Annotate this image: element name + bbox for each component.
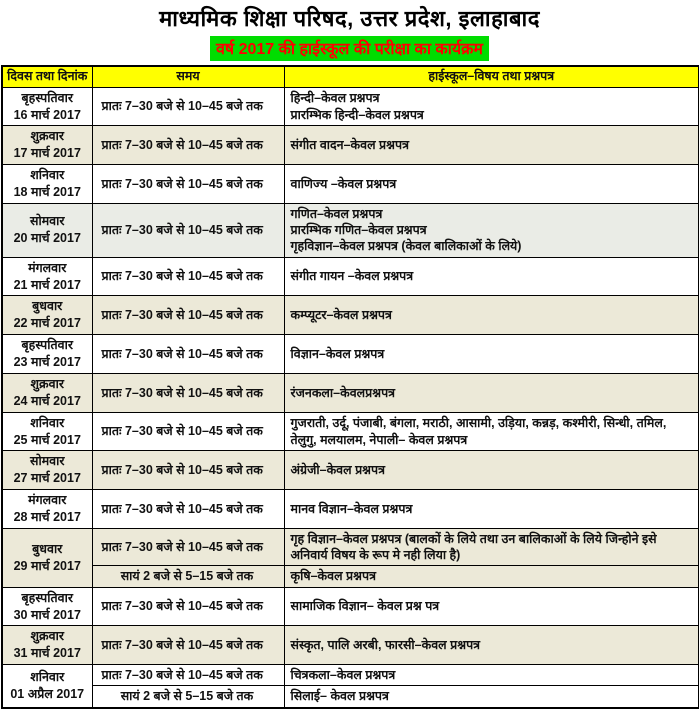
subject-line: गुजराती, उर्दू, पंजाबी, बंगला, मराठी, आसामी, उड़िया, कन्नड़, कश्मीरी, सिन्धी, तमिल, तेलुगु, मलयालम, नेपाली– केवल प्रश्नपत्र	[290, 416, 667, 447]
subject-line: सिलाई– केवल प्रश्नपत्र	[290, 689, 389, 704]
schedule-row	[2, 490, 699, 529]
schedule-body	[2, 87, 699, 708]
subject-cell	[284, 335, 699, 374]
day-date: 27 मार्च 2017	[13, 471, 81, 486]
day-date-cell	[2, 203, 92, 257]
time-cell: प्रातः 7–30 बजे से 10–45 बजे तक	[92, 335, 284, 374]
subject-cell	[284, 126, 699, 165]
subject-line: सामाजिक विज्ञान– केवल प्रश्न पत्र	[290, 599, 440, 614]
day-date-cell	[2, 528, 92, 587]
subject-line: गृहविज्ञान–केवल प्रश्नपत्र (केवल बालिकाओं के लिये)	[290, 239, 522, 254]
schedule-row	[2, 257, 699, 296]
day-date-cell	[2, 87, 92, 126]
subject-cell	[284, 257, 699, 296]
subject-cell	[284, 373, 699, 412]
day-date: 18 मार्च 2017	[13, 185, 81, 199]
day-date-cell	[2, 587, 92, 626]
day-date: 30 मार्च 2017	[13, 607, 81, 622]
time-cell: प्रातः 7–30 बजे से 10–45 बजे तक	[92, 373, 284, 412]
day-name: शुक्रवार	[30, 129, 64, 144]
column-header-day-date: दिवस तथा दिनांक	[2, 66, 92, 87]
day-date-cell	[2, 490, 92, 529]
schedule-row	[2, 587, 699, 626]
time-cell: प्रातः 7–30 बजे से 10–45 बजे तक	[92, 257, 284, 296]
subject-cell	[284, 490, 699, 529]
subtitle-row	[1, 36, 698, 61]
schedule-row	[2, 126, 699, 165]
schedule-row	[2, 203, 699, 257]
time-cell: प्रातः 7–30 बजे से 10–45 बजे तक	[92, 528, 284, 566]
time-cell: प्रातः 7–30 बजे से 10–45 बजे तक	[92, 412, 284, 451]
subject-line: संगीत वादन–केवल प्रश्नपत्र	[290, 138, 409, 153]
subject-line: गृह विज्ञान–केवल प्रश्नपत्र (बालकों के लिये तथा उन बालिकाओं के लिये जिन्होने इसे अनिवार्य विषय के रूप मे नही लिया है)	[290, 531, 657, 563]
day-name: शनिवार	[30, 415, 65, 430]
day-name: मंगलवार	[28, 493, 67, 508]
subject-cell	[284, 587, 699, 626]
day-name: बृहस्पतिवार	[21, 338, 73, 353]
subject-line: कम्प्यूटर–केवल प्रश्नपत्र	[290, 308, 392, 323]
schedule-row	[2, 412, 699, 451]
day-date: 16 मार्च 2017	[13, 107, 81, 122]
schedule-row	[2, 373, 699, 412]
subject-line: रंजनकला–केवलप्रश्नपत्र	[290, 385, 396, 400]
day-date: 24 मार्च 2017	[13, 393, 81, 408]
time-cell: सायं 2 बजे से 5–15 बजे तक	[92, 566, 284, 587]
day-date: 22 मार्च 2017	[13, 316, 81, 331]
subject-line: वाणिज्य –केवल प्रश्नपत्र	[290, 176, 397, 191]
schedule-row	[2, 296, 699, 335]
subject-cell	[284, 626, 699, 665]
subject-line: अंग्रेजी–केवल प्रश्नपत्र	[290, 463, 386, 478]
day-date-cell	[2, 335, 92, 374]
day-date: 21 मार्च 2017	[13, 277, 81, 292]
column-header-subject: हाईस्कूल–विषय तथा प्रश्नपत्र	[284, 66, 699, 87]
day-date: 28 मार्च 2017	[13, 510, 81, 524]
subject-cell	[284, 686, 699, 708]
time-cell: प्रातः 7–30 बजे से 10–45 बजे तक	[92, 203, 284, 257]
day-date-cell	[2, 296, 92, 335]
day-name: बुधवार	[32, 541, 63, 556]
subject-cell	[284, 203, 699, 257]
subject-cell	[284, 296, 699, 335]
time-cell: प्रातः 7–30 बजे से 10–45 बजे तक	[92, 587, 284, 626]
subject-cell	[284, 528, 699, 566]
table-header-row	[2, 66, 699, 87]
day-date: 23 मार्च 2017	[13, 355, 81, 369]
subject-cell	[284, 165, 699, 204]
day-date-cell	[2, 451, 92, 490]
time-cell: प्रातः 7–30 बजे से 10–45 बजे तक	[92, 126, 284, 165]
time-cell: प्रातः 7–30 बजे से 10–45 बजे तक	[92, 296, 284, 335]
schedule-row	[2, 665, 699, 686]
day-name: सोमवार	[30, 214, 65, 229]
subject-cell	[284, 566, 699, 587]
schedule-row	[2, 686, 699, 708]
time-cell: प्रातः 7–30 बजे से 10–45 बजे तक	[92, 451, 284, 490]
time-cell: प्रातः 7–30 बजे से 10–45 बजे तक	[92, 490, 284, 529]
subject-cell	[284, 412, 699, 451]
time-cell: प्रातः 7–30 बजे से 10–45 बजे तक	[92, 87, 284, 126]
subject-line: चित्रकला–केवल प्रश्नपत्र	[290, 668, 396, 683]
day-name: शनिवार	[30, 168, 65, 183]
time-cell: सायं 2 बजे से 5–15 बजे तक	[92, 686, 284, 708]
day-date-cell	[2, 257, 92, 296]
day-name: शुक्रवार	[30, 376, 64, 391]
day-name: बृहस्पतिवार	[21, 90, 73, 105]
day-date-cell	[2, 165, 92, 204]
day-name: सोमवार	[30, 454, 65, 469]
day-name: मंगलवार	[28, 260, 67, 275]
subject-line: विज्ञान–केवल प्रश्नपत्र	[290, 346, 385, 361]
schedule-row	[2, 566, 699, 587]
day-date: 29 मार्च 2017	[13, 558, 81, 573]
day-date-cell	[2, 126, 92, 165]
day-date-cell	[2, 412, 92, 451]
day-date-cell	[2, 665, 92, 708]
time-cell: प्रातः 7–30 बजे से 10–45 बजे तक	[92, 665, 284, 686]
schedule-row	[2, 165, 699, 204]
day-name: शनिवार	[30, 670, 65, 684]
subject-line: हिन्दी–केवल प्रश्नपत्र	[290, 91, 380, 106]
day-date-cell	[2, 626, 92, 665]
schedule-row	[2, 528, 699, 566]
day-name: बुधवार	[32, 299, 63, 314]
subject-line: कृषि–केवल प्रश्नपत्र	[290, 569, 376, 584]
page-title: माध्यमिक शिक्षा परिषद, उत्तर प्रदेश, इलाहाबाद	[159, 6, 540, 31]
day-date: 31 मार्च 2017	[13, 646, 81, 661]
time-cell: प्रातः 7–30 बजे से 10–45 बजे तक	[92, 626, 284, 665]
column-header-time: समय	[92, 66, 284, 87]
subject-cell	[284, 665, 699, 686]
subject-line: प्रारम्भिक गणित–केवल प्रश्नपत्र	[290, 223, 427, 238]
day-date: 01 अप्रैल 2017	[10, 686, 85, 701]
schedule-row	[2, 335, 699, 374]
subject-line: संगीत गायन –केवल प्रश्नपत्र	[290, 269, 414, 284]
schedule-row	[2, 87, 699, 126]
subject-line: मानव विज्ञान–केवल प्रश्नपत्र	[290, 501, 413, 516]
time-cell: प्रातः 7–30 बजे से 10–45 बजे तक	[92, 165, 284, 204]
schedule-row	[2, 626, 699, 665]
subject-cell	[284, 87, 699, 126]
day-date: 20 मार्च 2017	[13, 231, 81, 246]
subject-line: संस्कृत, पालि अरबी, फारसी–केवल प्रश्नपत्र	[290, 638, 481, 653]
day-date: 25 मार्च 2017	[13, 432, 81, 447]
day-name: शुक्रवार	[30, 629, 64, 644]
day-date-cell	[2, 373, 92, 412]
exam-schedule-table	[1, 65, 699, 709]
day-date: 17 मार्च 2017	[13, 146, 81, 161]
subject-line: प्रारम्भिक हिन्दी–केवल प्रश्नपत्र	[290, 107, 424, 122]
subject-line: गणित–केवल प्रश्नपत्र	[290, 206, 383, 221]
day-name: बृहस्पतिवार	[21, 590, 73, 605]
subject-cell	[284, 451, 699, 490]
schedule-row	[2, 451, 699, 490]
page-subtitle: वर्ष 2017 की हाईस्कूल की परीक्षा का कार्यक्रम	[210, 36, 489, 61]
